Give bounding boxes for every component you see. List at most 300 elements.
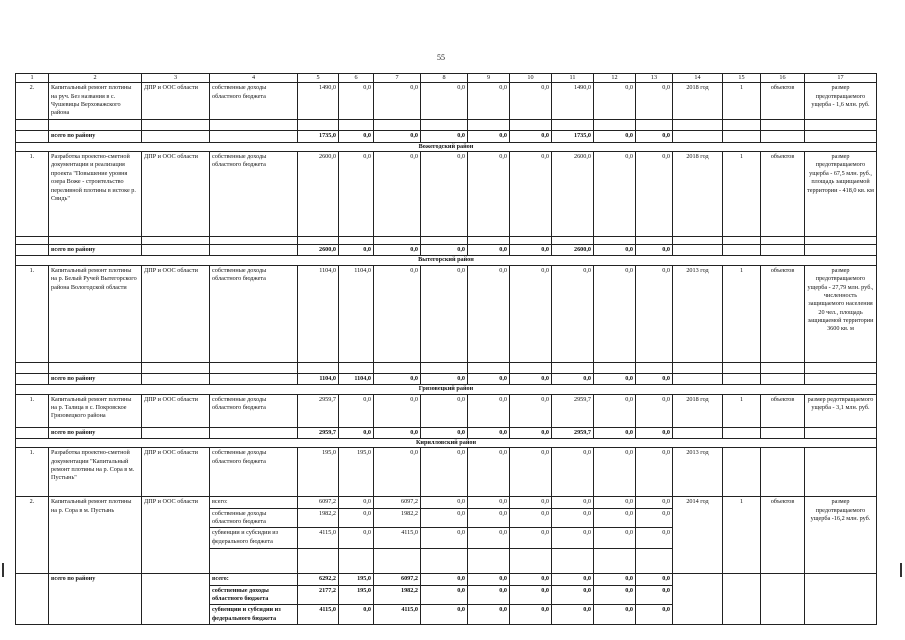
empty-cell	[298, 237, 339, 245]
empty-cell	[552, 362, 594, 373]
total-label: всего по району	[49, 574, 142, 625]
value-cell: 0,0	[374, 245, 421, 256]
value-cell: 0,0	[468, 528, 510, 549]
value-cell: 0,0	[468, 83, 510, 120]
empty-cell	[374, 362, 421, 373]
project-row	[16, 83, 877, 120]
empty-cell	[210, 131, 298, 142]
result-cell: размер редотвращаемого ущерба - 3,1 млн. руб.	[805, 394, 877, 427]
value-cell: 0,0	[594, 131, 636, 142]
total-label: всего по району	[49, 427, 142, 438]
empty-cell	[805, 120, 877, 131]
value-cell: 1104,0	[339, 373, 374, 384]
project-row	[16, 394, 877, 427]
section-title: Вожегодский район	[16, 142, 877, 151]
section-row	[16, 438, 877, 447]
year-cell: 2014 год	[673, 497, 723, 574]
value-cell: 0,0	[421, 508, 468, 528]
value-cell: 1982,2	[298, 508, 339, 528]
empty-cell	[142, 373, 210, 384]
value-cell: 0,0	[468, 605, 510, 625]
value-cell: 0,0	[421, 605, 468, 625]
quantity-cell: 1	[723, 497, 761, 574]
value-cell: 0,0	[421, 245, 468, 256]
value-cell: 0,0	[552, 508, 594, 528]
value-cell: 0,0	[636, 448, 673, 497]
value-cell: 2600,0	[552, 152, 594, 237]
value-cell: 2600,0	[298, 152, 339, 237]
empty-cell	[510, 549, 552, 574]
value-cell: 0,0	[594, 448, 636, 497]
value-cell: 0,0	[594, 585, 636, 605]
value-cell: 0,0	[421, 528, 468, 549]
value-cell: 0,0	[594, 574, 636, 585]
row-number: 1.	[16, 265, 49, 362]
executor: ДПР и ООС области	[142, 497, 210, 574]
funding-source: собственные доходы областного бюджета	[210, 585, 298, 605]
empty-cell	[468, 549, 510, 574]
value-cell: 0,0	[636, 427, 673, 438]
empty-cell	[723, 120, 761, 131]
empty-cell	[673, 373, 723, 384]
value-cell: 0,0	[510, 605, 552, 625]
executor: ДПР и ООС области	[142, 152, 210, 237]
section-row	[16, 142, 877, 151]
value-cell: 0,0	[339, 131, 374, 142]
value-cell: 0,0	[339, 508, 374, 528]
funding-source: всего:	[210, 574, 298, 585]
value-cell: 0,0	[421, 394, 468, 427]
value-cell: 0,0	[339, 497, 374, 508]
value-cell: 2959,7	[552, 427, 594, 438]
value-cell: 0,0	[636, 245, 673, 256]
value-cell: 0,0	[636, 585, 673, 605]
empty-cell	[16, 574, 49, 625]
empty-cell	[16, 245, 49, 256]
value-cell: 4115,0	[374, 605, 421, 625]
value-cell: 0,0	[339, 605, 374, 625]
value-cell: 0,0	[636, 605, 673, 625]
value-cell: 0,0	[468, 394, 510, 427]
empty-cell	[761, 373, 805, 384]
column-number: 8	[421, 74, 468, 83]
empty-cell	[594, 362, 636, 373]
value-cell: 0,0	[339, 245, 374, 256]
empty-cell	[339, 362, 374, 373]
value-cell: 6097,2	[298, 497, 339, 508]
value-cell: 0,0	[339, 528, 374, 549]
value-cell: 0,0	[468, 265, 510, 362]
empty-cell	[49, 237, 142, 245]
empty-cell	[594, 120, 636, 131]
project-name: Капитальный ремонт плотины на руч. Без названия в с. Чушевицы Верховажского района	[49, 83, 142, 120]
empty-cell	[421, 120, 468, 131]
value-cell: 0,0	[552, 585, 594, 605]
empty-cell	[142, 362, 210, 373]
value-cell: 0,0	[374, 448, 421, 497]
value-cell: 0,0	[374, 131, 421, 142]
executor: ДПР и ООС области	[142, 394, 210, 427]
value-cell: 0,0	[636, 497, 673, 508]
row-number: 1.	[16, 448, 49, 497]
value-cell: 0,0	[468, 152, 510, 237]
empty-cell	[552, 237, 594, 245]
executor: ДПР и ООС области	[142, 448, 210, 497]
empty-cell	[723, 245, 761, 256]
value-cell: 0,0	[636, 508, 673, 528]
value-cell: 0,0	[552, 497, 594, 508]
empty-cell	[723, 237, 761, 245]
value-cell: 0,0	[510, 448, 552, 497]
empty-cell	[142, 245, 210, 256]
empty-cell	[16, 427, 49, 438]
value-cell: 0,0	[374, 265, 421, 362]
empty-cell	[636, 237, 673, 245]
empty-cell	[16, 362, 49, 373]
value-cell: 1490,0	[552, 83, 594, 120]
value-cell: 0,0	[594, 373, 636, 384]
empty-cell	[761, 362, 805, 373]
value-cell: 0,0	[468, 427, 510, 438]
empty-cell	[636, 362, 673, 373]
empty-cell	[421, 362, 468, 373]
funding-source: собственные доходы областного бюджета	[210, 152, 298, 237]
value-cell: 2959,7	[552, 394, 594, 427]
empty-cell	[210, 549, 298, 574]
value-cell: 0,0	[421, 131, 468, 142]
project-row	[16, 265, 877, 362]
column-number: 10	[510, 74, 552, 83]
value-cell: 4115,0	[374, 528, 421, 549]
empty-cell	[805, 373, 877, 384]
project-name: Разработка проектно-сметной документации и реализация проекта "Повышение уровня озера Воже - строительство переливной плотины в истоке р. Свидь"	[49, 152, 142, 237]
column-number: 3	[142, 74, 210, 83]
empty-cell	[339, 549, 374, 574]
empty-cell	[210, 427, 298, 438]
column-number: 6	[339, 74, 374, 83]
empty-cell	[142, 120, 210, 131]
empty-cell	[552, 120, 594, 131]
value-cell: 0,0	[421, 574, 468, 585]
value-cell: 0,0	[510, 585, 552, 605]
value-cell: 0,0	[636, 528, 673, 549]
value-cell: 0,0	[594, 497, 636, 508]
row-number: 1.	[16, 152, 49, 237]
spacer-row	[16, 237, 877, 245]
empty-cell	[421, 237, 468, 245]
value-cell: 0,0	[594, 427, 636, 438]
value-cell: 0,0	[510, 394, 552, 427]
empty-cell	[594, 549, 636, 574]
project-name: Капитальный ремонт плотины на р. Талица в с. Покровское Грязовецкого района	[49, 394, 142, 427]
unit-cell: объектов	[761, 83, 805, 120]
value-cell: 0,0	[421, 373, 468, 384]
year-cell: 2018 год	[673, 152, 723, 237]
empty-cell	[210, 120, 298, 131]
value-cell: 0,0	[636, 83, 673, 120]
value-cell: 0,0	[510, 245, 552, 256]
empty-cell	[210, 245, 298, 256]
total-row	[16, 245, 877, 256]
quantity-cell: 1	[723, 152, 761, 237]
value-cell: 0,0	[510, 574, 552, 585]
project-row	[16, 152, 877, 237]
empty-cell	[339, 237, 374, 245]
quantity-cell: 1	[723, 265, 761, 362]
empty-cell	[594, 237, 636, 245]
empty-cell	[510, 362, 552, 373]
value-cell: 0,0	[510, 131, 552, 142]
empty-cell	[298, 362, 339, 373]
value-cell: 0,0	[374, 373, 421, 384]
empty-cell	[552, 549, 594, 574]
page-number: 55	[437, 53, 445, 62]
spacer-row	[16, 362, 877, 373]
value-cell: 0,0	[510, 427, 552, 438]
column-number: 11	[552, 74, 594, 83]
empty-cell	[421, 549, 468, 574]
value-cell: 0,0	[468, 373, 510, 384]
funding-source: собственные доходы областного бюджета	[210, 83, 298, 120]
empty-cell	[510, 120, 552, 131]
spacer-row	[16, 120, 877, 131]
column-number: 4	[210, 74, 298, 83]
value-cell: 0,0	[594, 528, 636, 549]
empty-cell	[723, 574, 761, 625]
value-cell: 0,0	[594, 508, 636, 528]
value-cell: 1735,0	[298, 131, 339, 142]
value-cell: 0,0	[510, 497, 552, 508]
value-cell: 2177,2	[298, 585, 339, 605]
empty-cell	[761, 448, 805, 497]
value-cell: 0,0	[374, 152, 421, 237]
value-cell: 0,0	[421, 152, 468, 237]
total-label: всего по району	[49, 245, 142, 256]
empty-cell	[636, 120, 673, 131]
project-row	[16, 497, 877, 508]
empty-cell	[374, 120, 421, 131]
section-row	[16, 385, 877, 394]
value-cell: 0,0	[468, 245, 510, 256]
empty-cell	[805, 131, 877, 142]
value-cell: 0,0	[510, 265, 552, 362]
empty-cell	[673, 245, 723, 256]
row-number: 2.	[16, 83, 49, 120]
value-cell: 0,0	[468, 508, 510, 528]
empty-cell	[142, 427, 210, 438]
project-row	[16, 448, 877, 497]
section-title: Вытегорский район	[16, 256, 877, 265]
value-cell: 0,0	[552, 265, 594, 362]
empty-cell	[761, 427, 805, 438]
funding-source: субвенции и субсидии из федерального бюджета	[210, 528, 298, 549]
value-cell: 0,0	[594, 394, 636, 427]
project-name: Разработка проектно-сметной документации "Капитальный ремонт плотины на р. Сора в м. Пустынь"	[49, 448, 142, 497]
empty-cell	[673, 237, 723, 245]
total-row	[16, 373, 877, 384]
total-row	[16, 574, 877, 585]
value-cell: 0,0	[468, 585, 510, 605]
empty-cell	[761, 574, 805, 625]
value-cell: 0,0	[636, 265, 673, 362]
column-number: 5	[298, 74, 339, 83]
year-cell: 2018 год	[673, 83, 723, 120]
empty-cell	[723, 427, 761, 438]
funding-source: всего:	[210, 497, 298, 508]
empty-cell	[210, 373, 298, 384]
scan-edge-mark	[900, 563, 902, 577]
value-cell: 0,0	[421, 427, 468, 438]
value-cell: 0,0	[636, 574, 673, 585]
value-cell: 2959,7	[298, 427, 339, 438]
value-cell: 0,0	[636, 394, 673, 427]
empty-cell	[761, 131, 805, 142]
funding-source: собственные доходы областного бюджета	[210, 265, 298, 362]
value-cell: 0,0	[510, 373, 552, 384]
value-cell: 0,0	[374, 83, 421, 120]
quantity-cell: 1	[723, 394, 761, 427]
value-cell: 0,0	[421, 265, 468, 362]
funding-source: собственные доходы областного бюджета	[210, 448, 298, 497]
value-cell: 0,0	[594, 83, 636, 120]
value-cell: 0,0	[552, 448, 594, 497]
value-cell: 0,0	[421, 497, 468, 508]
result-cell: размер предотвращаемого ущерба - 67,5 млн. руб., площадь защищаемой территории - 418,0 кв. км	[805, 152, 877, 237]
program-table	[15, 73, 876, 625]
empty-cell	[723, 373, 761, 384]
empty-cell	[723, 131, 761, 142]
value-cell: 2600,0	[552, 245, 594, 256]
unit-cell: объектов	[761, 265, 805, 362]
empty-cell	[374, 237, 421, 245]
empty-cell	[805, 574, 877, 625]
value-cell: 1104,0	[298, 265, 339, 362]
value-cell: 2959,7	[298, 394, 339, 427]
year-cell: 2013 год	[673, 265, 723, 362]
empty-cell	[298, 549, 339, 574]
empty-cell	[761, 237, 805, 245]
value-cell: 0,0	[421, 83, 468, 120]
empty-cell	[49, 362, 142, 373]
project-name: Капитальный ремонт плотины на р. Сора в м. Пустынь	[49, 497, 142, 574]
value-cell: 0,0	[594, 265, 636, 362]
value-cell: 1104,0	[339, 265, 374, 362]
unit-cell: объектов	[761, 394, 805, 427]
column-number: 12	[594, 74, 636, 83]
column-number: 17	[805, 74, 877, 83]
value-cell: 0,0	[468, 497, 510, 508]
empty-cell	[16, 131, 49, 142]
empty-cell	[298, 120, 339, 131]
empty-cell	[723, 448, 761, 497]
column-number-row	[16, 74, 877, 83]
value-cell: 0,0	[510, 152, 552, 237]
value-cell: 6097,2	[374, 574, 421, 585]
value-cell: 0,0	[510, 528, 552, 549]
empty-cell	[510, 237, 552, 245]
empty-cell	[142, 131, 210, 142]
empty-cell	[673, 362, 723, 373]
result-cell: размер предотвращаемого ущерба - 1,6 млн. руб.	[805, 83, 877, 120]
unit-cell: объектов	[761, 152, 805, 237]
value-cell: 195,0	[339, 574, 374, 585]
column-number: 2	[49, 74, 142, 83]
section-title: Грязовецкий район	[16, 385, 877, 394]
column-number: 1	[16, 74, 49, 83]
total-row	[16, 131, 877, 142]
empty-cell	[468, 237, 510, 245]
value-cell: 0,0	[552, 528, 594, 549]
value-cell: 195,0	[339, 448, 374, 497]
total-row	[16, 427, 877, 438]
empty-cell	[339, 120, 374, 131]
empty-cell	[468, 362, 510, 373]
empty-cell	[673, 574, 723, 625]
value-cell: 4115,0	[298, 528, 339, 549]
empty-cell	[805, 245, 877, 256]
value-cell: 0,0	[636, 152, 673, 237]
empty-cell	[142, 574, 210, 625]
value-cell: 0,0	[552, 574, 594, 585]
project-name: Капитальный ремонт плотины на р. Белый Ручей Вытегорского района Вологодской области	[49, 265, 142, 362]
empty-cell	[805, 448, 877, 497]
empty-cell	[636, 549, 673, 574]
value-cell: 0,0	[510, 83, 552, 120]
value-cell: 0,0	[510, 508, 552, 528]
value-cell: 6097,2	[374, 497, 421, 508]
row-number: 2.	[16, 497, 49, 574]
column-number: 9	[468, 74, 510, 83]
value-cell: 0,0	[421, 448, 468, 497]
empty-cell	[374, 549, 421, 574]
empty-cell	[468, 120, 510, 131]
empty-cell	[805, 237, 877, 245]
column-number: 7	[374, 74, 421, 83]
section-title: Кирилловский район	[16, 438, 877, 447]
value-cell: 1982,2	[374, 508, 421, 528]
empty-cell	[16, 373, 49, 384]
funding-source: собственные доходы областного бюджета	[210, 394, 298, 427]
executor: ДПР и ООС области	[142, 265, 210, 362]
column-number: 13	[636, 74, 673, 83]
unit-cell: объектов	[761, 497, 805, 574]
total-label: всего по району	[49, 373, 142, 384]
result-cell: размер предотвращаемого ущерба -16,2 млн. руб.	[805, 497, 877, 574]
funding-source: субвенции и субсидии из федерального бюджета	[210, 605, 298, 625]
value-cell: 4115,0	[298, 605, 339, 625]
value-cell: 2600,0	[298, 245, 339, 256]
value-cell: 0,0	[339, 152, 374, 237]
empty-cell	[673, 120, 723, 131]
empty-cell	[16, 120, 49, 131]
result-cell: размер предотвращаемого ущерба - 27,79 млн. руб., численность защищаемого населения 20 чел., площадь защищаемой территории 3600 кв. м	[805, 265, 877, 362]
column-number: 15	[723, 74, 761, 83]
value-cell: 0,0	[468, 131, 510, 142]
value-cell: 0,0	[374, 427, 421, 438]
value-cell: 1735,0	[552, 131, 594, 142]
year-cell: 2018 год	[673, 394, 723, 427]
value-cell: 0,0	[339, 427, 374, 438]
empty-cell	[805, 427, 877, 438]
empty-cell	[142, 237, 210, 245]
total-label: всего по району	[49, 131, 142, 142]
value-cell: 0,0	[421, 585, 468, 605]
value-cell: 1982,2	[374, 585, 421, 605]
value-cell: 1490,0	[298, 83, 339, 120]
funding-source: собственные доходы областного бюджета	[210, 508, 298, 528]
value-cell: 0,0	[552, 605, 594, 625]
empty-cell	[49, 120, 142, 131]
